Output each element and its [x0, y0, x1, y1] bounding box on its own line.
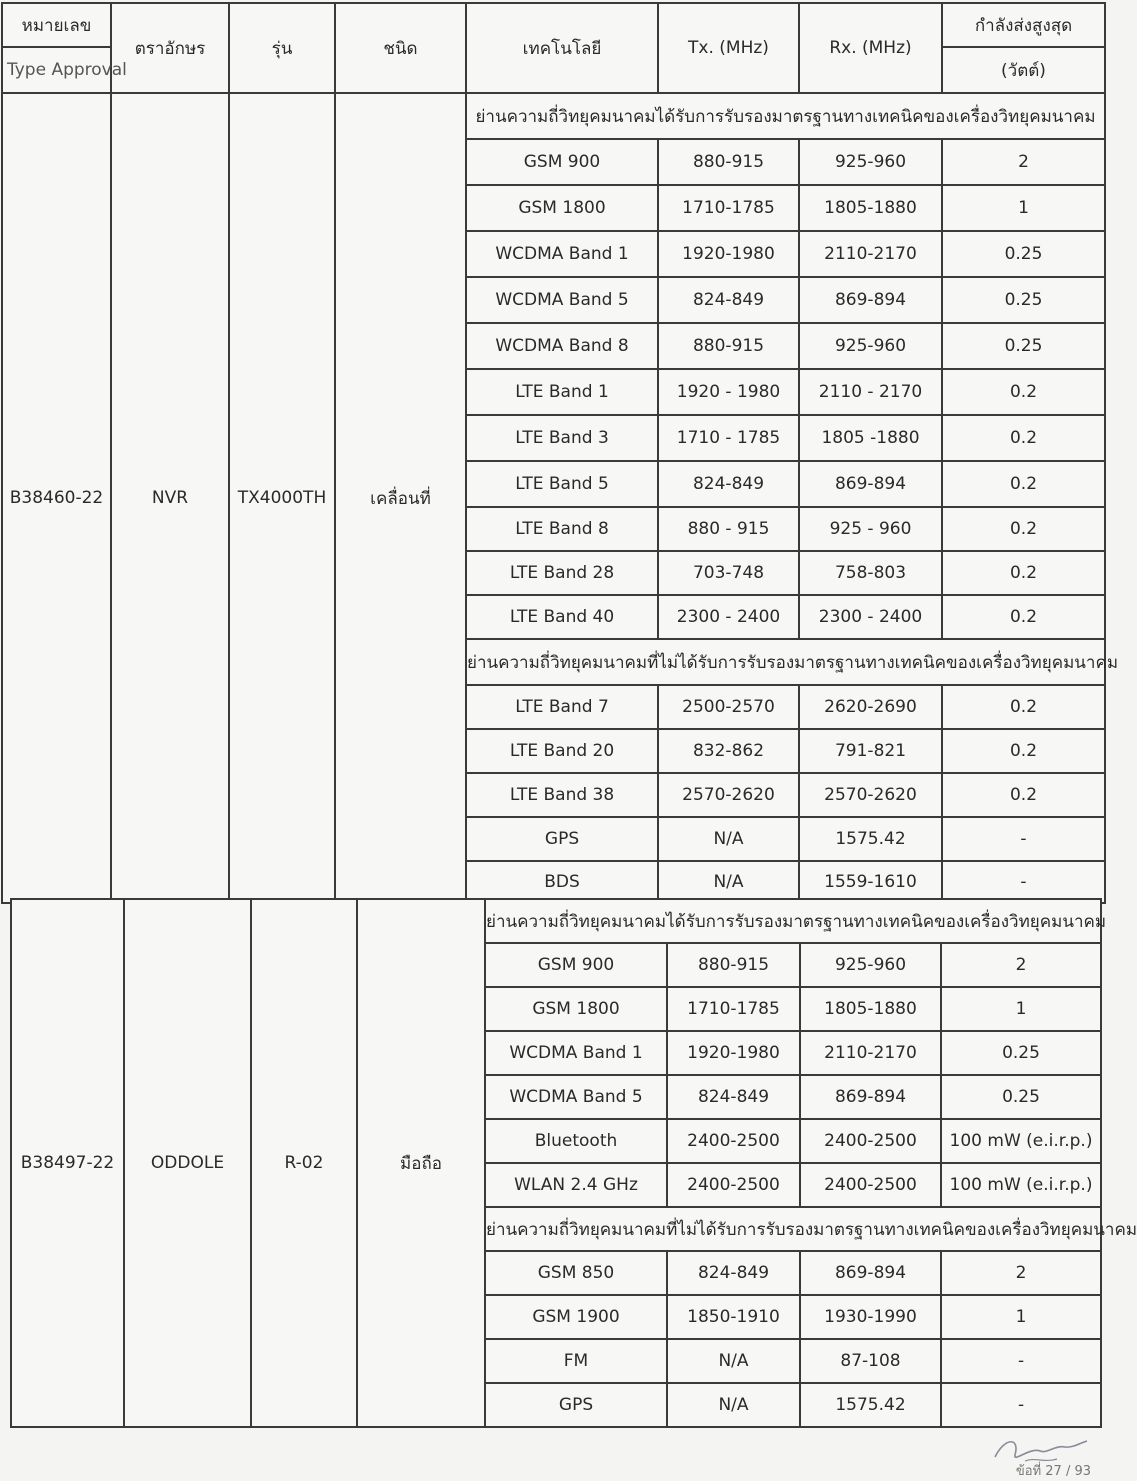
cell-power: 0.2	[942, 369, 1105, 415]
cell-tech: LTE Band 5	[466, 461, 658, 507]
cell-tx: 2500-2570	[658, 685, 799, 729]
cell-tech: GPS	[466, 817, 658, 861]
cell-tech: WCDMA Band 1	[485, 1031, 667, 1075]
cell-rx: 869-894	[800, 1075, 941, 1119]
cell-tx: 832-862	[658, 729, 799, 773]
cell-rx: 2300 - 2400	[799, 595, 942, 639]
header-model: รุ่น	[229, 3, 335, 93]
certified-section-title: ย่านความถี่วิทยุคมนาคมได้รับการรับรองมาตรฐานทางเทคนิคของเครื่องวิทยุคมนาคม	[485, 899, 1101, 943]
cell-tx: 880-915	[658, 323, 799, 369]
cell-tx: N/A	[658, 861, 799, 903]
cell-rx: 1930-1990	[800, 1295, 941, 1339]
cell-rx: 2400-2500	[800, 1119, 941, 1163]
cell-power: 0.2	[942, 507, 1105, 551]
header-max-power-unit: (วัตต์)	[942, 47, 1105, 93]
cell-rx: 869-894	[800, 1251, 941, 1295]
spec-table-2	[10, 898, 1137, 1428]
header-max-power: กำลังส่งสูงสุด	[942, 3, 1105, 47]
cell-tech: GPS	[485, 1383, 667, 1427]
cell-tech: BDS	[466, 861, 658, 903]
cell-power: 0.2	[942, 729, 1105, 773]
cell-tx: 1920 - 1980	[658, 369, 799, 415]
cell-rx: 925-960	[800, 943, 941, 987]
cell-tech: WCDMA Band 5	[466, 277, 658, 323]
cell-tx: N/A	[658, 817, 799, 861]
cell-rx: 791-821	[799, 729, 942, 773]
cell-rx: 2110 - 2170	[799, 369, 942, 415]
cell-tech: Bluetooth	[485, 1119, 667, 1163]
cell-rx: 925 - 960	[799, 507, 942, 551]
device-2-rows	[11, 899, 1137, 1427]
cell-tech: GSM 1900	[485, 1295, 667, 1339]
cell-rx: 1575.42	[800, 1383, 941, 1427]
cell-tech: LTE Band 3	[466, 415, 658, 461]
certified-section-title: ย่านความถี่วิทยุคมนาคมได้รับการรับรองมาตรฐานทางเทคนิคของเครื่องวิทยุคมนาคม	[466, 93, 1105, 139]
cell-tx: 824-849	[658, 461, 799, 507]
cell-tx: 1850-1910	[667, 1295, 800, 1339]
cell-power: 2	[941, 1251, 1101, 1295]
cell-rx: 2570-2620	[799, 773, 942, 817]
approval-number: B38497-22	[11, 899, 124, 1427]
cell-tech: LTE Band 8	[466, 507, 658, 551]
cell-tx: 824-849	[658, 277, 799, 323]
cell-rx: 1559-1610	[799, 861, 942, 903]
cell-rx: 1805-1880	[800, 987, 941, 1031]
cell-power: 0.2	[942, 595, 1105, 639]
uncertified-section-title: ย่านความถี่วิทยุคมนาคมที่ไม่ได้รับการรับรองมาตรฐานทางเทคนิคของเครื่องวิทยุคมนาคม	[485, 1207, 1101, 1251]
cell-tx: 2400-2500	[667, 1163, 800, 1207]
cell-rx: 2110-2170	[800, 1031, 941, 1075]
cell-tx: 880-915	[667, 943, 800, 987]
cell-rx: 87-108	[800, 1339, 941, 1383]
cell-power: 1	[941, 1295, 1101, 1339]
cell-tx: 1920-1980	[667, 1031, 800, 1075]
cell-tx: 1920-1980	[658, 231, 799, 277]
cell-tech: WCDMA Band 8	[466, 323, 658, 369]
cell-power: -	[941, 1339, 1101, 1383]
cell-tech: GSM 1800	[466, 185, 658, 231]
header-rx: Rx. (MHz)	[799, 3, 942, 93]
cell-power: 2	[941, 943, 1101, 987]
cell-rx: 2620-2690	[799, 685, 942, 729]
cell-power: 1	[942, 185, 1105, 231]
device-1-rows	[2, 93, 1119, 903]
cell-power: 0.2	[942, 551, 1105, 595]
cell-tx: 880-915	[658, 139, 799, 185]
cell-tx: 2300 - 2400	[658, 595, 799, 639]
cell-power: 0.2	[942, 773, 1105, 817]
cell-power: 0.2	[942, 415, 1105, 461]
cell-tech: LTE Band 20	[466, 729, 658, 773]
cell-tx: N/A	[667, 1339, 800, 1383]
header-tx: Tx. (MHz)	[658, 3, 799, 93]
header-kind: ชนิด	[335, 3, 466, 93]
cell-power: 1	[941, 987, 1101, 1031]
cell-power: 0.2	[942, 461, 1105, 507]
cell-rx: 2110-2170	[799, 231, 942, 277]
cell-rx: 1805 -1880	[799, 415, 942, 461]
cell-tech: GSM 850	[485, 1251, 667, 1295]
cell-tech: LTE Band 1	[466, 369, 658, 415]
cell-rx: 925-960	[799, 139, 942, 185]
cell-tech: WLAN 2.4 GHz	[485, 1163, 667, 1207]
cell-rx: 925-960	[799, 323, 942, 369]
cell-tech: LTE Band 7	[466, 685, 658, 729]
cell-tx: 2570-2620	[658, 773, 799, 817]
cell-tx: 703-748	[658, 551, 799, 595]
device-kind: เคลื่อนที่	[335, 93, 466, 903]
cell-rx: 869-894	[799, 277, 942, 323]
header-type-approval-en: Type Approval	[2, 47, 111, 93]
section-row-certified	[2, 93, 1105, 139]
cell-power: -	[942, 817, 1105, 861]
cell-rx: 869-894	[799, 461, 942, 507]
cell-power: 0.25	[942, 323, 1105, 369]
cell-power: 0.25	[942, 277, 1105, 323]
cell-tx: 1710 - 1785	[658, 415, 799, 461]
header-approval-no: หมายเลข	[2, 3, 111, 47]
cell-power: 0.25	[941, 1075, 1101, 1119]
cell-tx: 1710-1785	[667, 987, 800, 1031]
cell-power: 0.25	[941, 1031, 1101, 1075]
cell-tech: GSM 900	[485, 943, 667, 987]
cell-rx: 1805-1880	[799, 185, 942, 231]
uncertified-section-title: ย่านความถี่วิทยุคมนาคมที่ไม่ได้รับการรับรองมาตรฐานทางเทคนิคของเครื่องวิทยุคมนาคม	[466, 639, 1105, 685]
cell-rx: 758-803	[799, 551, 942, 595]
cell-tech: WCDMA Band 1	[466, 231, 658, 277]
cell-tech: FM	[485, 1339, 667, 1383]
cell-power: 0.2	[942, 685, 1105, 729]
header-brand: ตราอักษร	[111, 3, 229, 93]
cell-tx: N/A	[667, 1383, 800, 1427]
cell-power: -	[941, 1383, 1101, 1427]
cell-tech: GSM 1800	[485, 987, 667, 1031]
cell-tx: 1710-1785	[658, 185, 799, 231]
cell-power: 0.25	[942, 231, 1105, 277]
cell-tx: 880 - 915	[658, 507, 799, 551]
spec-table-1	[1, 2, 1119, 904]
device-kind: มือถือ	[357, 899, 485, 1427]
cell-tech: LTE Band 28	[466, 551, 658, 595]
cell-tx: 824-849	[667, 1251, 800, 1295]
section-row-certified	[11, 899, 1101, 943]
cell-tech: GSM 900	[466, 139, 658, 185]
cell-tech: LTE Band 38	[466, 773, 658, 817]
brand: NVR	[111, 93, 229, 903]
cell-power: 100 mW (e.i.r.p.)	[941, 1163, 1101, 1207]
header-technology: เทคโนโลยี	[466, 3, 658, 93]
page-label: ข้อที่ 27 / 93	[1015, 1464, 1091, 1479]
cell-power: 2	[942, 139, 1105, 185]
cell-power: -	[942, 861, 1105, 903]
approval-number: B38460-22	[2, 93, 111, 903]
cell-power: 100 mW (e.i.r.p.)	[941, 1119, 1101, 1163]
cell-rx: 2400-2500	[800, 1163, 941, 1207]
cell-tx: 824-849	[667, 1075, 800, 1119]
cell-tech: WCDMA Band 5	[485, 1075, 667, 1119]
brand: ODDOLE	[124, 899, 251, 1427]
cell-rx: 1575.42	[799, 817, 942, 861]
cell-tx: 2400-2500	[667, 1119, 800, 1163]
model: TX4000TH	[229, 93, 335, 903]
cell-tech: LTE Band 40	[466, 595, 658, 639]
model: R-02	[251, 899, 357, 1427]
